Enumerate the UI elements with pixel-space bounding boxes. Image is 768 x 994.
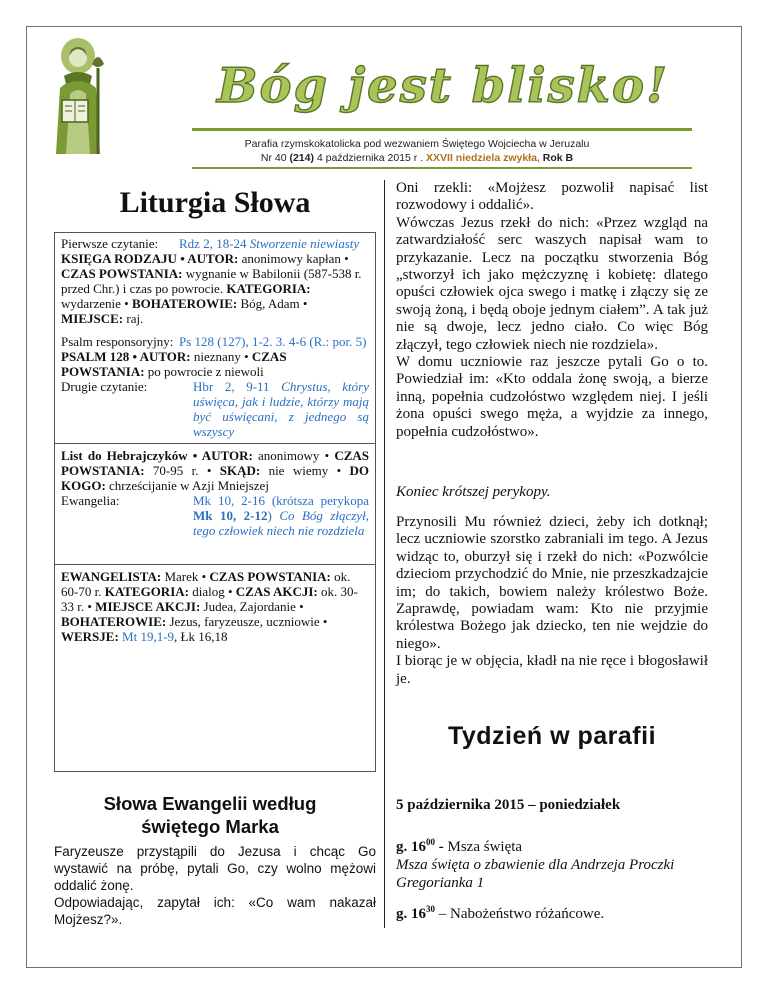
mass-name: Msza święta: [447, 839, 523, 855]
versions-rest: , Łk 16,18: [174, 629, 228, 644]
reading2-label: Drugie czytanie:: [61, 379, 148, 394]
gospel-paragraph: Przynosili Mu również dzieci, żeby ich dotknął; lecz uczniowie szorstko zabraniali im tego. A Jezus widząc to, oburzył się i rzekł do nich: «Pozwólcie dzieciom przychodzić do Mnie, nie przeszkadzajcie im; do takich, bowiem należy królestwo Boże. Zaprawdę, powiadam wam: Kto nie przyjmie królestwa Bożego jak dziecko, ten nie wejdzie do niego».: [396, 514, 708, 652]
psalm-row: [61, 334, 369, 349]
meta-key: CZAS POWSTANIA:: [209, 569, 331, 584]
gospel-section-title-line2: świętego Marka: [141, 816, 279, 837]
spacer: [61, 326, 369, 334]
meta-value: dialog •: [188, 584, 236, 599]
gospel-paragraph: Oni rzekli: «Mojżesz pozwolił napisać list rozwodowy i oddalić».: [396, 180, 708, 214]
reading1-label: Pierwsze czytanie:: [61, 236, 159, 251]
gospel-section-title: [60, 792, 360, 838]
issue-year: Rok B: [539, 152, 574, 164]
meta-key: CZAS POWSTANIA:: [61, 349, 287, 379]
gospel-text-continued: [396, 514, 708, 688]
meta-value: Jezus, faryzeusze, uczniowie •: [166, 614, 328, 629]
gospel-title: Co Bóg złączył, tego człowiek niech nie rozdziela: [193, 508, 369, 538]
meta-key: KSIĘGA RODZAJU • AUTOR:: [61, 251, 239, 266]
gospel-text-left: [54, 843, 376, 928]
meta-value: nieznany •: [190, 349, 252, 364]
meta-key: CZAS POWSTANIA:: [61, 266, 183, 281]
gospel-ref-short: Mk 10, 2-12: [193, 508, 268, 523]
spacer: [61, 538, 369, 560]
gospel-paragraph: Odpowiadając, zapytał ich: «Co wam nakazał Mojżesz?».: [54, 895, 376, 927]
gospel-label: Ewangelia:: [61, 493, 120, 508]
meta-value: ok. 30-33 r. •: [61, 584, 358, 614]
gospel-paragraph: Wówczas Jezus rzekł do nich: «Przez wzgląd na zatwardziałość serc waszych napisał wam to przykazanie. Lecz na początku stworzenia Bóg „stworzył ich jako mężczyznę i kobietę: dlatego opuści człowiek ojca swego i matkę i złączy się ze swoją żoną, i będą oboje jednym ciałem”. A tak już nie są dwoje, lecz jedno ciało. Co więc Bóg złączył, tego człowiek niech nie rozdziela».: [396, 214, 708, 353]
gospel-row: [61, 493, 369, 538]
week-in-parish-title: Tydzień w parafii: [447, 722, 657, 750]
header-rule-top: [192, 128, 692, 131]
mass-minute: 00: [426, 837, 435, 847]
reading2-meta: [61, 448, 369, 493]
meta-value: wydarzenie •: [61, 296, 132, 311]
meta-key: KATEGORIA:: [226, 281, 311, 296]
liturgia-title: Liturgia Słowa: [119, 186, 311, 219]
meta-key: KATEGORIA:: [104, 584, 189, 599]
meta-key: List do Hebrajczyków • AUTOR:: [61, 448, 253, 463]
header-rule-bottom: [192, 167, 692, 169]
meta-key: BOHATEROWIE:: [61, 614, 167, 629]
mass-intention: Msza święta o zbawienie dla Andrzeja Proczki: [396, 857, 675, 873]
meta-value: anonimowy •: [252, 448, 335, 463]
meta-key: DO KOGO:: [61, 463, 369, 493]
schedule-entry: [396, 838, 708, 892]
gospel-reference: [179, 493, 369, 538]
issue-sunday: XXVII niedziela zwykła,: [426, 152, 540, 164]
meta-value: Bóg, Adam •: [237, 296, 308, 311]
mass-time: [396, 839, 448, 855]
meta-key: MIEJSCE:: [61, 311, 124, 326]
divider: [55, 443, 375, 444]
psalm-label: Psalm responsoryjny:: [61, 334, 174, 349]
meta-value: 70-95 r. •: [144, 463, 220, 478]
meta-value: raj.: [123, 311, 144, 326]
meta-value: ok. 60-70 r.: [61, 569, 351, 599]
gospel-ref-end: ): [267, 508, 280, 523]
gospel-text-right: [396, 180, 708, 441]
reading2-ref: Hbr 2, 9-11: [193, 379, 282, 394]
mass-hour: g. 16: [396, 839, 426, 855]
gospel-paragraph: Faryzeusze przystąpili do Jezusa i chcąc Go wystawić na próbę, pytali Go, czy wolno mężowi oddalić żonę.: [54, 844, 376, 893]
meta-key: CZAS POWSTANIA:: [61, 448, 369, 478]
mass-separator: -: [435, 839, 448, 855]
versions-link[interactable]: Mt 19,1-9: [122, 629, 175, 644]
service-time: [396, 906, 435, 922]
gospel-meta: [61, 569, 369, 644]
reading2-row: [61, 379, 369, 439]
meta-key: BOHATEROWIE:: [131, 296, 238, 311]
saint-wojciech-image: [42, 36, 114, 154]
mass-place: Gregorianka 1: [396, 875, 485, 891]
service-name: – Nabożeństwo różańcowe.: [435, 906, 605, 922]
meta-key: WERSJE:: [61, 629, 119, 644]
reading1-row: [61, 236, 369, 251]
meta-value: chrześcijanie w Azji Mniejszej: [105, 478, 269, 493]
issue-number: (214): [289, 152, 314, 164]
meta-value: nie wiemy •: [260, 463, 350, 478]
gospel-ref: Mk 10, 2-16 (krótsza perykopa: [193, 493, 369, 508]
meta-value: wygnanie w Babilonii (587-538 r. przed Chr.) i czas po powrocie.: [61, 266, 362, 296]
schedule-entry: [396, 906, 604, 923]
issue-info: [192, 152, 642, 164]
meta-value: anonimowy kapłan •: [238, 251, 349, 266]
reading1-title: Stworzenie niewiasty: [249, 236, 360, 251]
column-divider: [384, 180, 385, 928]
meta-value: po powrocie z niewoli: [144, 364, 264, 379]
reading2-title: Chrystus, który uświęca, jak i ludzie, którzy mają być uświęcani, z jednego są wszyscy: [193, 379, 369, 439]
masthead-title: [178, 52, 708, 116]
issue-number-prefix: Nr 40: [260, 152, 290, 164]
meta-key: SKĄD:: [219, 463, 261, 478]
meta-key: CZAS AKCJI:: [235, 584, 318, 599]
meta-key: PSALM 128 • AUTOR:: [61, 349, 191, 364]
gospel-section-title-line1: Słowa Ewangelii według: [103, 793, 317, 814]
parish-name: Parafia rzymskokatolicka pod wezwaniem Świętego Wojciecha w Jeruzalu: [244, 138, 590, 150]
meta-value: Marek •: [161, 569, 210, 584]
gospel-paragraph: W domu uczniowie raz jeszcze pytali Go o to. Powiedział im: «Kto oddala żonę swoją, a bierze inną, popełnia cudzołóstwo względem niej. I jeśli żona opuści swego męża, a wyjdzie za innego, popełnia cudzołóstwo».: [396, 354, 708, 440]
reading1-reference: [179, 236, 369, 251]
psalm-reference: Ps 128 (127), 1-2. 3. 4-6 (R.: por. 5): [179, 334, 367, 349]
meta-key: MIEJSCE AKCJI:: [95, 599, 201, 614]
reading1-meta: [61, 251, 369, 326]
meta-value: Judea, Zajordanie •: [200, 599, 304, 614]
service-hour: g. 16: [396, 906, 426, 922]
liturgia-box: [54, 232, 376, 772]
reading1-ref: Rdz 2, 18-24: [179, 236, 250, 251]
end-short-pericope: Koniec krótszej perykopy.: [396, 484, 551, 500]
divider: [55, 564, 375, 565]
reading2-reference: [179, 379, 369, 439]
gospel-paragraph: I biorąc je w objęcia, kładł na nie ręce i błogosławił je.: [396, 653, 708, 687]
psalm-meta: [61, 349, 369, 379]
meta-key: EWANGELISTA:: [61, 569, 162, 584]
service-minute: 30: [426, 904, 435, 914]
day-heading: 5 października 2015 – poniedziałek: [396, 797, 621, 813]
svg-text:Bóg jest blisko!: Bóg jest blisko!: [216, 58, 670, 114]
issue-date: 4 października 2015 r .: [313, 152, 427, 164]
